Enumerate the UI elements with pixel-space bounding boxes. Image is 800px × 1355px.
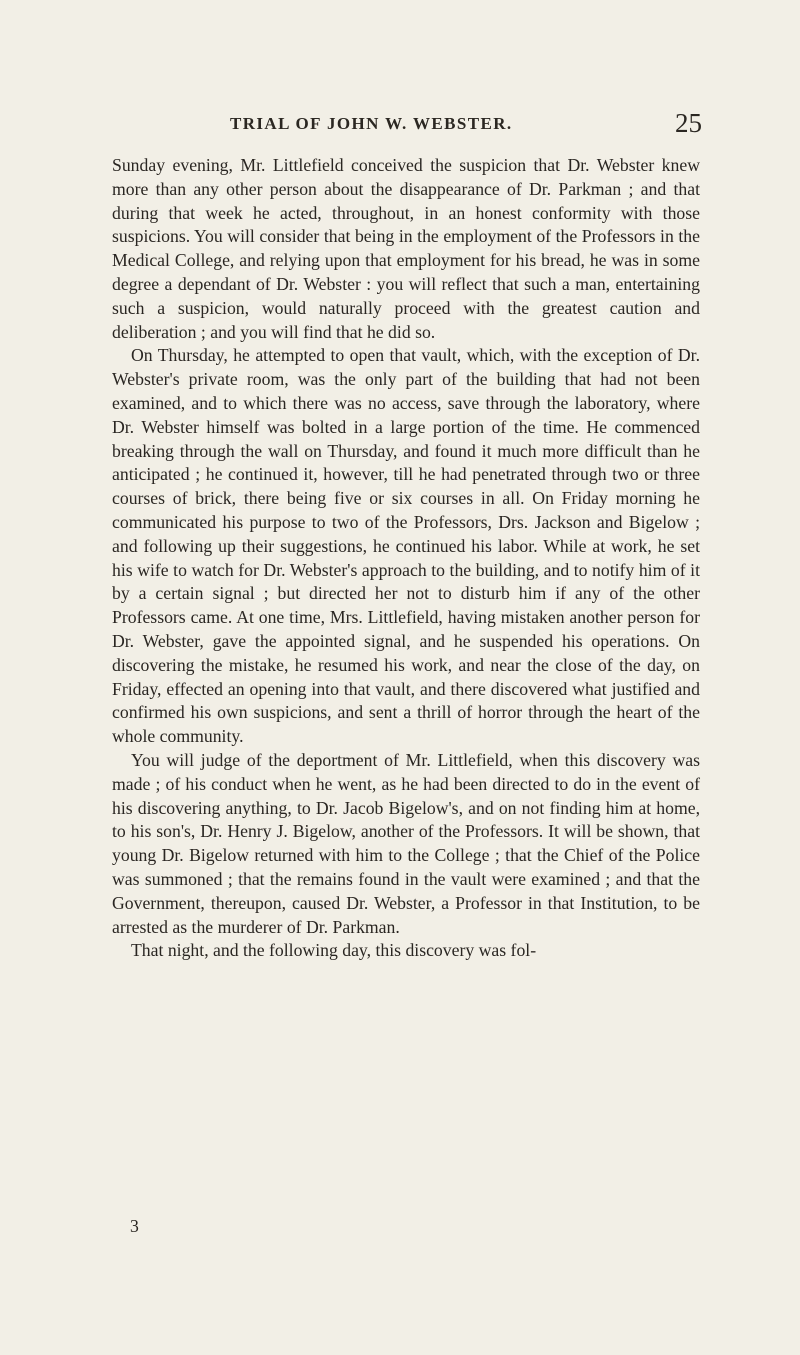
running-title: TRIAL OF JOHN W. WEBSTER.	[230, 114, 513, 133]
paragraph-1: Sunday evening, Mr. Littlefield conceived the suspicion that Dr. Webster knew more than any other person about the disappearance of Dr. Parkman ; and that during that week he acted, throughout, in an honest conformity with those suspicions. You will consider that being in the employment of the Professors in the Medical College, and relying upon that employment for his bread, he was in some degree a dependant of Dr. Webster : you will reflect that such a man, entertaining such a suspicion, would naturally proceed with the greatest caution and deliberation ; and you will find that he did so.	[112, 155, 700, 342]
paragraph-3: You will judge of the deportment of Mr. Littlefield, when this discovery was made ; of his conduct when he went, as he had been directed to do in the event of his discovering anything, to Dr. Jacob Bigelow's, and on not finding him at home, to his son's, Dr. Henry J. Bigelow, another of the Professors. It will be shown, that young Dr. Bigelow returned with him to the College ; that the Chief of the Police was summoned ; that the remains found in the vault were examined ; and that the Government, thereupon, caused Dr. Webster, a Professor in that Institution, to be arrested as the murderer of Dr. Parkman.	[112, 749, 700, 937]
paragraph-4: That night, and the following day, this discovery was fol-	[131, 940, 537, 961]
paragraph-2: On Thursday, he attempted to open that vault, which, with the exception of Dr. Webster's private room, was the only part of the building that had not been examined, and to which there was no access, save through the laboratory, where Dr. Webster himself was bolted in a large portion of the time. He commenced breaking through the wall on Thursday, and found it much more difficult than he anticipated ; he continued it, however, till he had penetrated through two or three courses of brick, there being five or six courses in all. On Friday morning he communicated his purpose to two of the Professors, Drs. Jackson and Bigelow ; and following up their suggestions, he continued his labor. While at work, he set his wife to watch for Dr. Webster's approach to the building, and to notify him of it by a certain signal ; but directed her not to disturb him if any of the other Professors came. At one time, Mrs. Littlefield, having mistaken another person for Dr. Webster, gave the appointed signal, and he suspended his operations. On discovering the mistake, he resumed his work, and near the close of the day, on Friday, effected an opening into that vault, and there discovered what justified and confirmed his own suspicions, and sent a thrill of horror through the heart of the whole community.	[112, 345, 700, 747]
page-number: 25	[675, 108, 702, 138]
signature-mark: 3	[130, 1216, 139, 1236]
body-text	[112, 154, 700, 963]
running-head	[112, 108, 702, 144]
